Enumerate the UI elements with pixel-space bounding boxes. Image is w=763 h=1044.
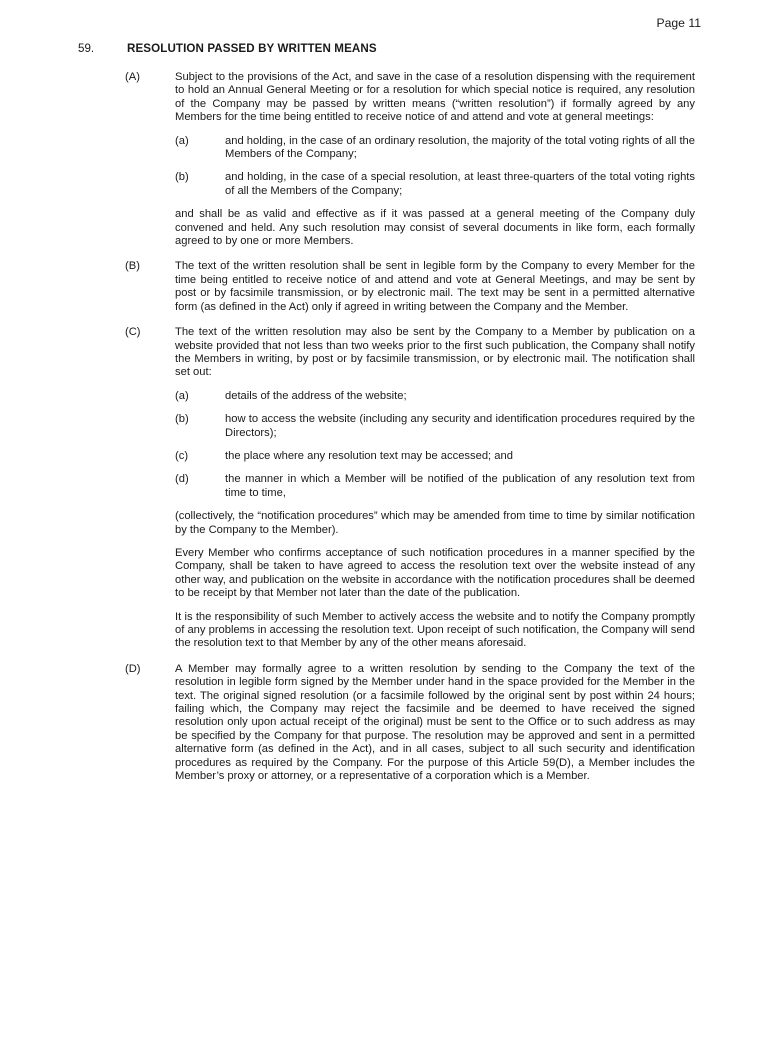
item-text: how to access the website (including any security and identification procedures required by the Directors); xyxy=(225,413,695,439)
item-text: and holding, in the case of an ordinary resolution, the majority of the total voting rights of all the Members of the Company; xyxy=(225,134,695,161)
article-title: RESOLUTION PASSED BY WRITTEN MEANS xyxy=(127,42,377,55)
item-label: (b) xyxy=(175,171,189,184)
section-c-after-1: (collectively, the “notification procedures” which may be amended from time to time by similar notification by the Company to the Member). xyxy=(175,510,695,536)
item-label: (b) xyxy=(175,413,189,426)
article-body xyxy=(125,71,695,793)
section-a xyxy=(125,71,695,125)
section-d-text: A Member may formally agree to a written resolution by sending to the Company the text of the resolution in legible form signed by the Member under hand in the space provided for the Member in the text. The original signed resolution (or a facsimile followed by the original sent by post within 24 hours; failing which, the Company may reject the facsimile and be deemed to have received the signed resolution only upon actual receipt of the original) must be sent to the Office or to such address as may be specified by the Company for that purpose. The resolution may be approved and sent in a permitted alternative form (as defined in the Act), and in all cases, subject to all such security and identification procedures as required by the Company. For the purpose of this Article 59(D), a Member includes the Member’s proxy or attorney, or a representative of a corporation which is a Member. xyxy=(175,662,695,783)
section-c-text: The text of the written resolution may also be sent by the Company to a Member by publication on a website provided that not less than two weeks prior to the first such publication, the Company shall notify the Members in writing, by post or by facsimile transmission, or by electronic mail. The notification shall set out: xyxy=(175,326,695,379)
section-a-label: (A) xyxy=(125,71,140,83)
item-text: the place where any resolution text may be accessed; and xyxy=(225,449,513,462)
page-number: Page 11 xyxy=(656,16,701,30)
section-b-label: (B) xyxy=(125,260,140,273)
section-a-item-b xyxy=(175,171,695,198)
item-text: and holding, in the case of a special resolution, at least three-quarters of the total voting rights of all the Members of the Company; xyxy=(225,171,695,197)
item-label: (a) xyxy=(175,134,189,147)
section-c xyxy=(125,326,695,380)
article-number: 59. xyxy=(78,42,95,55)
section-c-after-2: Every Member who confirms acceptance of such notification procedures in a manner specified by the Company, shall be taken to have agreed to access the resolution text over the website instead of any other way, and publication on the website in accordance with the notification procedures shall be deemed to be receipt by that Member not later than the date of the publication. xyxy=(175,546,695,600)
item-label: (a) xyxy=(175,389,189,402)
section-a-item-a xyxy=(175,134,695,162)
section-d xyxy=(125,662,695,784)
section-a-text: Subject to the provisions of the Act, and save in the case of a resolution dispensing with the requirement to hold an Annual General Meeting or for a resolution for which special notice is required, any resolution of the Company may be passed by written means (“written resolution”) if formally agreed by any Members for the time being entitled to receive notice of and attend and vote at general meetings: xyxy=(175,71,695,124)
section-b-text: The text of the written resolution shall be sent in legible form by the Company to every Member for the time being entitled to receive notice of and attend and vote at General Meetings, and may be sent by post or by facsimile transmission, or by electronic mail. The text may be sent in a permitted alternative form (as defined in the Act) only if agreed in writing between the Company and the Member. xyxy=(175,260,695,313)
section-d-label: (D) xyxy=(125,662,141,675)
section-c-item-d xyxy=(175,473,695,500)
section-c-label: (C) xyxy=(125,326,141,339)
section-b xyxy=(125,260,695,314)
item-label: (c) xyxy=(175,449,189,462)
item-text: the manner in which a Member will be notified of the publication of any resolution text from time to time, xyxy=(225,473,695,499)
section-c-item-a xyxy=(175,389,695,403)
section-c-item-c xyxy=(175,449,695,463)
section-c-item-b xyxy=(175,413,695,440)
section-a-after: and shall be as valid and effective as if it was passed at a general meeting of the Company duly convened and held. Any such resolution may consist of several documents in like form, each formally agreed to by one or more Members. xyxy=(175,208,695,248)
item-label: (d) xyxy=(175,473,189,486)
item-text: details of the address of the website; xyxy=(225,389,407,402)
section-c-after-3: It is the responsibility of such Member to actively access the website and to notify the Company promptly of any problems in accessing the resolution text. Upon receipt of such notification, the Company will send the resolution text to that Member by any of the other means aforesaid. xyxy=(175,610,695,650)
